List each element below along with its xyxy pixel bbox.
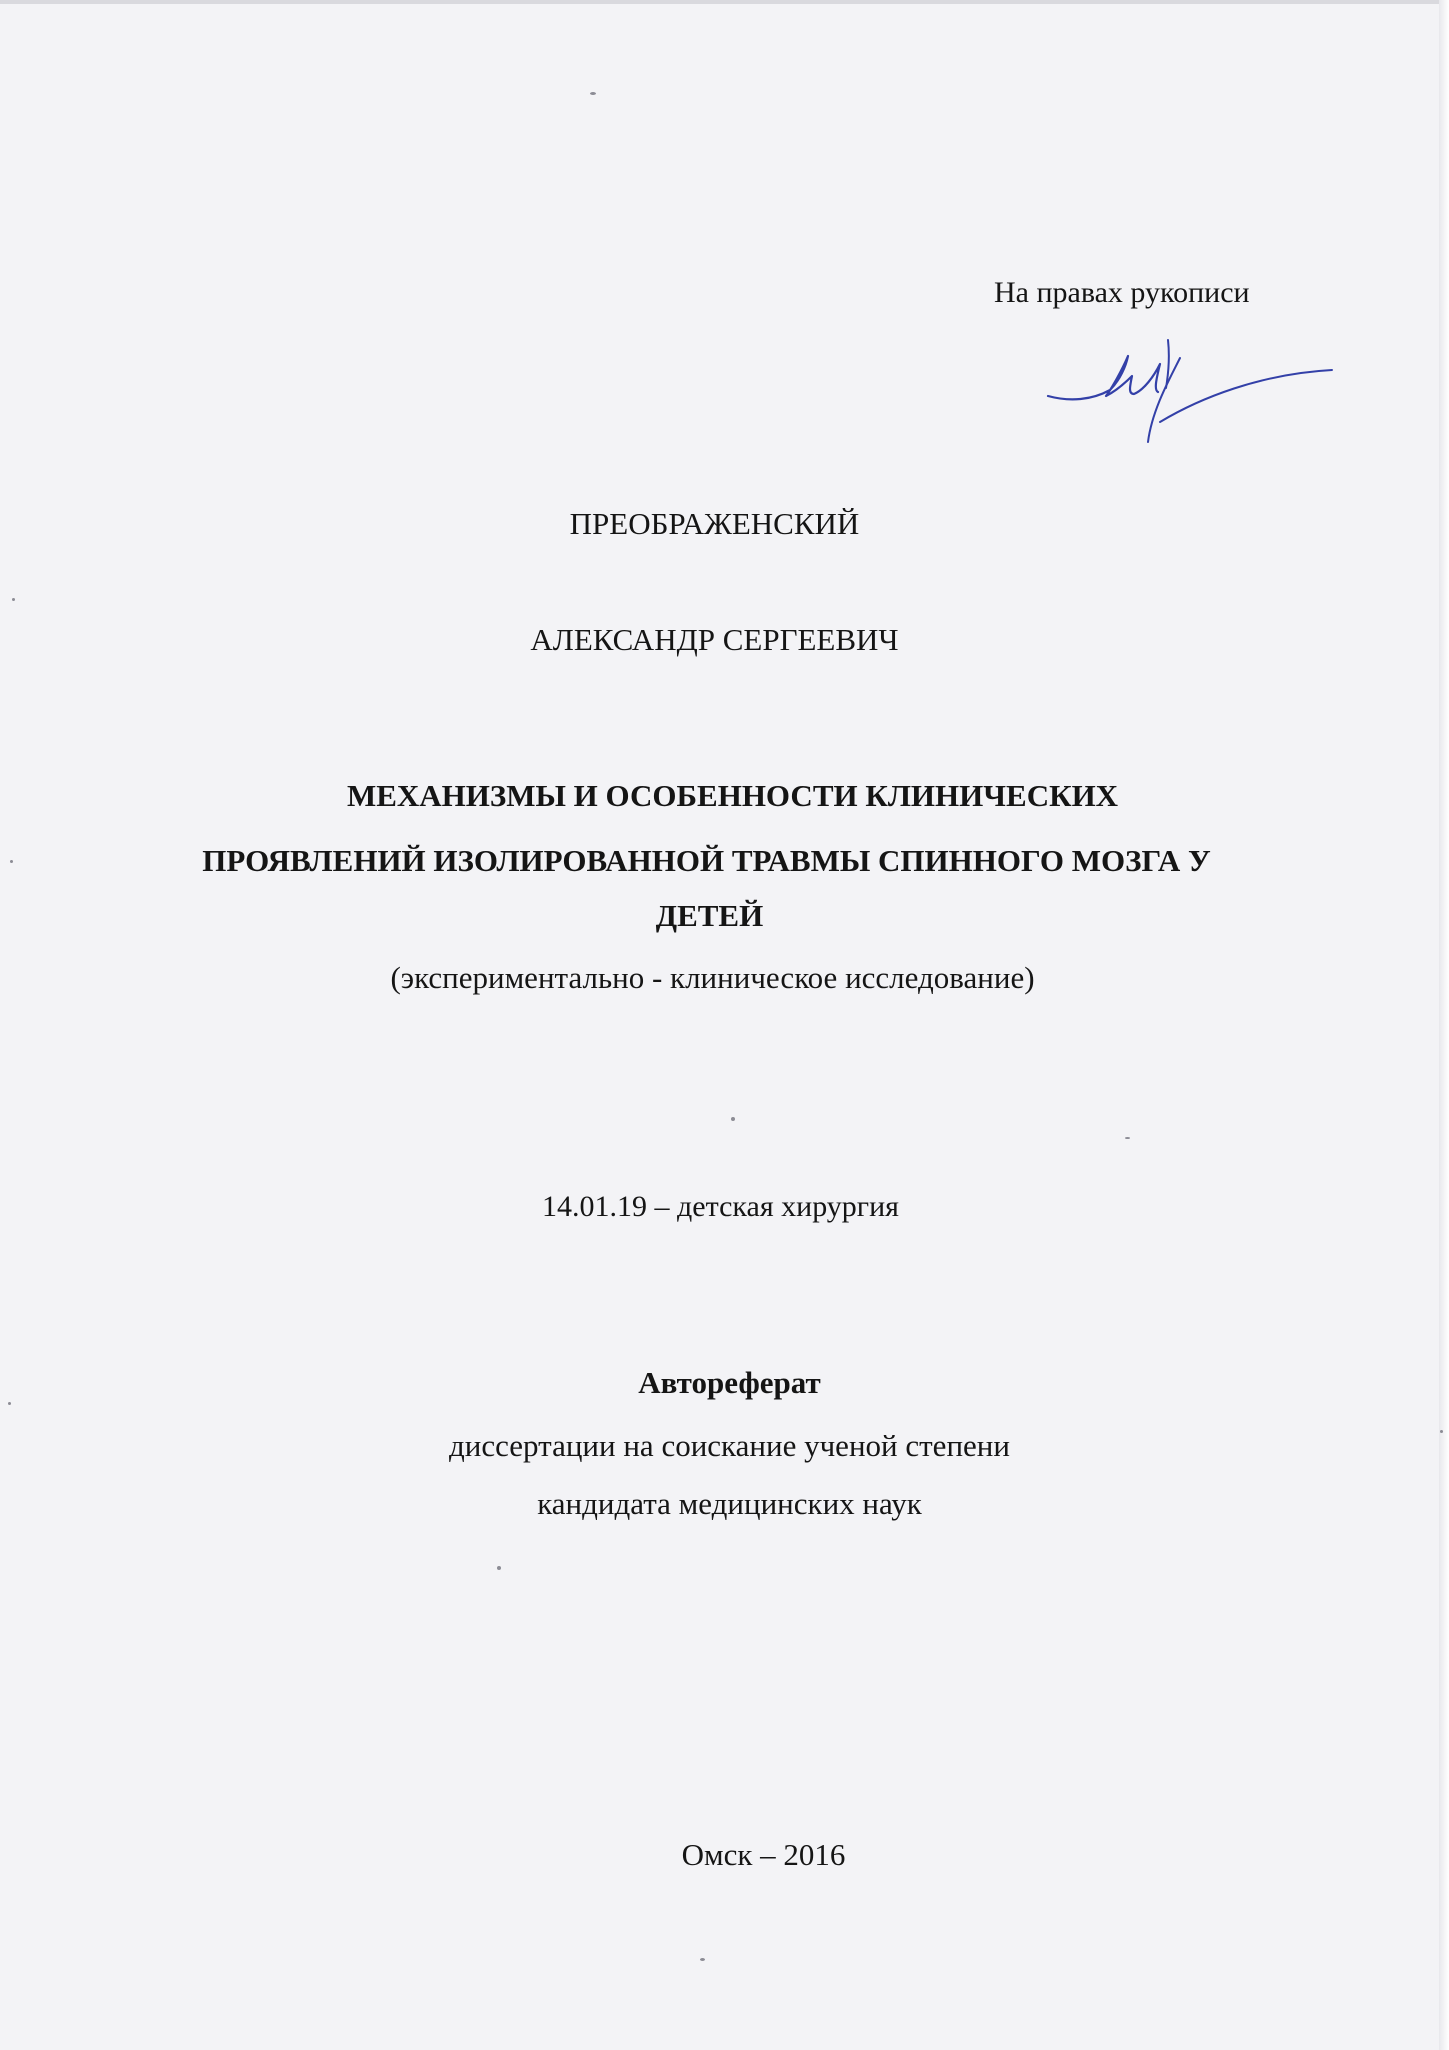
title-line: ДЕТЕЙ	[655, 898, 764, 933]
scan-speck	[497, 1566, 501, 1570]
title-subtitle: (экспериментально - клиническое исследование)	[390, 960, 1035, 995]
specialty-code: 14.01.19 – детская хирургия	[542, 1190, 899, 1223]
city-year: Омск – 2016	[681, 1837, 846, 1872]
sheet-top-edge	[0, 0, 1449, 4]
sheet-right-edge	[1439, 0, 1449, 2050]
author-signature-icon	[1040, 318, 1340, 458]
degree-line: кандидата медицинских наук	[537, 1486, 922, 1521]
author-given-names: АЛЕКСАНДР СЕРГЕЕВИЧ	[530, 622, 899, 657]
title-line: ПРОЯВЛЕНИЙ ИЗОЛИРОВАННОЙ ТРАВМЫ СПИННОГО МОЗГА У	[202, 843, 1211, 878]
author-surname: ПРЕОБРАЖЕНСКИЙ	[569, 506, 860, 541]
scan-speck	[731, 1117, 735, 1121]
degree-line: диссертации на соискание ученой степени	[449, 1428, 1010, 1463]
document-type-label: Автореферат	[638, 1365, 821, 1400]
manuscript-note: На правах рукописи	[994, 276, 1250, 309]
scan-speck	[12, 598, 15, 601]
scan-speck	[590, 92, 596, 95]
scan-speck	[1125, 1137, 1130, 1139]
scan-speck	[700, 1958, 705, 1961]
title-line: МЕХАНИЗМЫ И ОСОБЕННОСТИ КЛИНИЧЕСКИХ	[346, 778, 1119, 813]
scan-speck	[8, 1402, 11, 1405]
